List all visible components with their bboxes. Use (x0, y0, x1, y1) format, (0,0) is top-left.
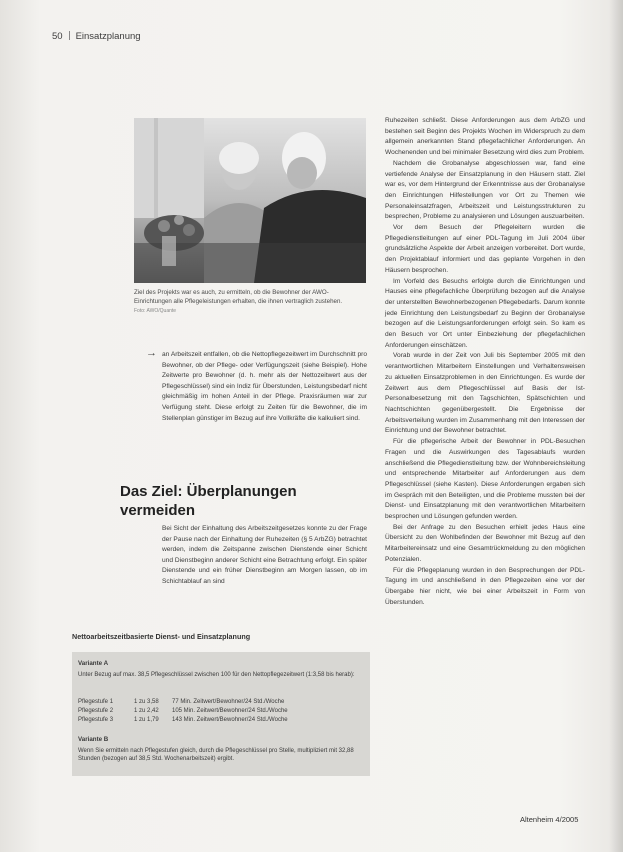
running-header (52, 31, 141, 42)
right-paragraph-3: Vor dem Besuch der Pflegeleitern wurden die Pflegedienstleitungen auf einer PDL-Tagung im Juli 2004 über grundsätzliche Aspekte der Arbeit anzeigen vorbereitet. Dort wurde, den Projektablauf informiert und das geplante Vorgehen in den Häusern besprochen. (385, 224, 585, 274)
row-ratio: 1 zu 1,79 (134, 717, 159, 723)
variant-a-text: Unter Bezug auf max. 38,5 Pflegeschlüssel zwischen 100 für den Nettopflegezeitwert (1:3,58 bis herab): (78, 672, 355, 678)
right-column (385, 116, 585, 608)
right-paragraph-1: Ruhezeiten schließt. Diese Anforderungen aus dem ArbZG und bestehen seit Beginn des Projekts Wochen im Widerspruch zu dem allgemein anerkannten Stand pflegefachlicher Anforderungen. An Wochenenden und bei minimaler Besetzung wird dies zum Problem. (385, 117, 585, 157)
table-row (78, 716, 363, 724)
left-column-paragraph-2: Bei Sicht der Einhaltung des Arbeitszeitgesetzes konnte zu der Frage der Pause nach der Einhaltung der Ruhezeiten (§ 5 ArbZG) betrachtet werden, indem die Zeitspanne zwischen Dienstende einer Schicht und Dienstbeginn anderer Schicht eine Betrachtung erfolgt. Ein später Dienstende und ein früher Dienstbeginn am Morgen lassen, ob im Schichtablauf an sind (162, 525, 367, 585)
arrow-right-icon: → (146, 347, 157, 359)
right-paragraph-7: Bei der Anfrage zu den Besuchen erhielt jedes Haus eine Übersicht zu den Wohlbefinden der Bewohner mit Bezug auf den Mitarbeitereinsatz und eine Gesamtrückmeldung zu den möglichen Potenzialen. (385, 523, 585, 563)
photo-caption (134, 288, 366, 316)
right-paragraph-4: Im Vorfeld des Besuchs erfolgte durch die Einrichtungen und Hauses eine pflegefachliche Überprüfung bezogen auf die Analyse der unterstellten Bewohnerbezogenen Pflegebedarfs. Darum konnte jede Einrichtung den Leistungsbedarf zu Beginn der Grobanalyse bezogen auf die Leistungsanforderungen erfolgt sein. So kam es den Besuch vor Ort unter Einbeziehung der pflegefachlichen Anforderungen einschätzen. (385, 277, 585, 349)
right-paragraph-5: Vorab wurde in der Zeit von Juli bis September 2005 mit den verantwortlichen Mitarbeitern Einstellungen und Verhaltensweisen zu aktuellen Einsatzproblemen in den Einrichtungen. Es wurde der Zeitwert aus dem Pflegeschlüssel auf Basis der Ist-Personalbesetzung mit den Tagschichten, Spätschichten und Nachtschichten gegenübergestellt. Die Ergebnisse der Arbeitsverteilung wurden im Zusammenhang mit den Interessen der Einrichtung und der Bewohner betrachtet. (385, 352, 585, 435)
page-footer: Altenheim 4/2005 (520, 815, 579, 824)
row-value: 77 Min. Zeitwert/Bewohner/24 Std./Woche (172, 699, 285, 705)
photo-credit: Foto: AWO/Quante (134, 308, 177, 314)
row-value: 105 Min. Zeitwert/Bewohner/24 Std./Woche (172, 708, 288, 714)
left-column-paragraph-1: an Arbeitszeit entfallen, ob die Nettopflegezeitwert im Durchschnitt pro Bewohner, ob der Pflege- oder Verfügungszeit (siehe Beispiel). Hohe Zeitwerte pro Bewohner (d. h. mehr als der Nettozeitwert aus der Pflegeschlüssel) sind ein Indiz für Überstunden, Leistungsbedarf nicht gleichmäßig im hohen Anteil in der Pflege. Praxisräumen war zur Verfügung steht. Diese erfolgt zu Zeiten für die Bewohner, die im Stellenplan günstiger im Bezug auf ihre Vollkräfte die kalkuliert sind. (162, 351, 367, 422)
section-title: Einsatzplanung (75, 31, 141, 42)
row-level: Pflegestufe 1 (78, 699, 114, 705)
variant-b-text: Wenn Sie ermitteln nach Pflegestufen gleich, durch die Pflegeschlüssel pro Stelle, multipliziert mit 32,88 Stunden (bezogen auf 38,5 Std. Wochenarbeitszeit) ergibt. (78, 748, 354, 763)
info-box-title: Nettoarbeitszeitbasierte Dienst- und Einsatzplanung (72, 632, 251, 641)
caption-text: Ziel des Projekts war es auch, zu ermitteln, ob die Bewohner der AWO-Einrichtungen alle Pflegeleistungen erhalten, die ihnen vertraglich zustehen. (134, 289, 343, 305)
info-box (72, 652, 370, 776)
page-spine-shadow (609, 0, 623, 852)
photo-elderly-women-illustration (134, 118, 366, 283)
row-level: Pflegestufe 3 (78, 717, 114, 723)
row-ratio: 1 zu 3,58 (134, 699, 159, 705)
right-paragraph-2: Nachdem die Grobanalyse abgeschlossen war, fand eine vertiefende Analyse der Einsatzplanung in den Häusern statt. Ziel war es, vor dem Hintergrund der Erkenntnisse aus der Grobanalyse den Einrichtungen Hilfestellungen vor Ort zu Themen wie Personaleinsatzfragen, Arbeitszeit und Leistungsstrukturen zu besprechen, Probleme zu analysieren und Lösungen auszuarbeiten. (385, 159, 585, 221)
row-level: Pflegestufe 2 (78, 708, 114, 714)
section-heading: Das Ziel: Überplanungen vermeiden (120, 483, 297, 519)
header-divider (69, 31, 70, 40)
variant-b-heading: Variante B (78, 736, 109, 743)
variant-a-heading: Variante A (78, 660, 109, 667)
right-paragraph-6: Für die pflegerische Arbeit der Bewohner in PDL-Besuchen Fragen und die Auswirkungen des Tagesablaufs wurden anschließend die Pflegedienstleitung bzw. der Wohnbereichsleitung und entsprechende Mitarbeiter auf Anforderungen aus dem Pflegeschlüssel (siehe Kasten). Diese Anforderungen ergaben sich im Gespräch mit den Beteiligten, und die Probleme mussten bei der Dienst- und Einsatzplanung mit den verantwortlichen Mitarbeitern besprochen und Lösungen gefunden werden. (385, 438, 585, 521)
article-photo (134, 118, 366, 283)
right-paragraph-8: Für die Pflegeplanung wurden in den Besprechungen der PDL-Tagung im und anschließend in den Pflegezeiten eine vor der Übergabe hier nicht, wie bei einer Arbeitszeit in Form von Überstunden. (385, 566, 585, 606)
row-value: 143 Min. Zeitwert/Bewohner/24 Std./Woche (172, 717, 288, 723)
table-row (78, 707, 363, 715)
table-row (78, 698, 363, 706)
row-ratio: 1 zu 2,42 (134, 708, 159, 714)
page-number: 50 (52, 31, 63, 42)
